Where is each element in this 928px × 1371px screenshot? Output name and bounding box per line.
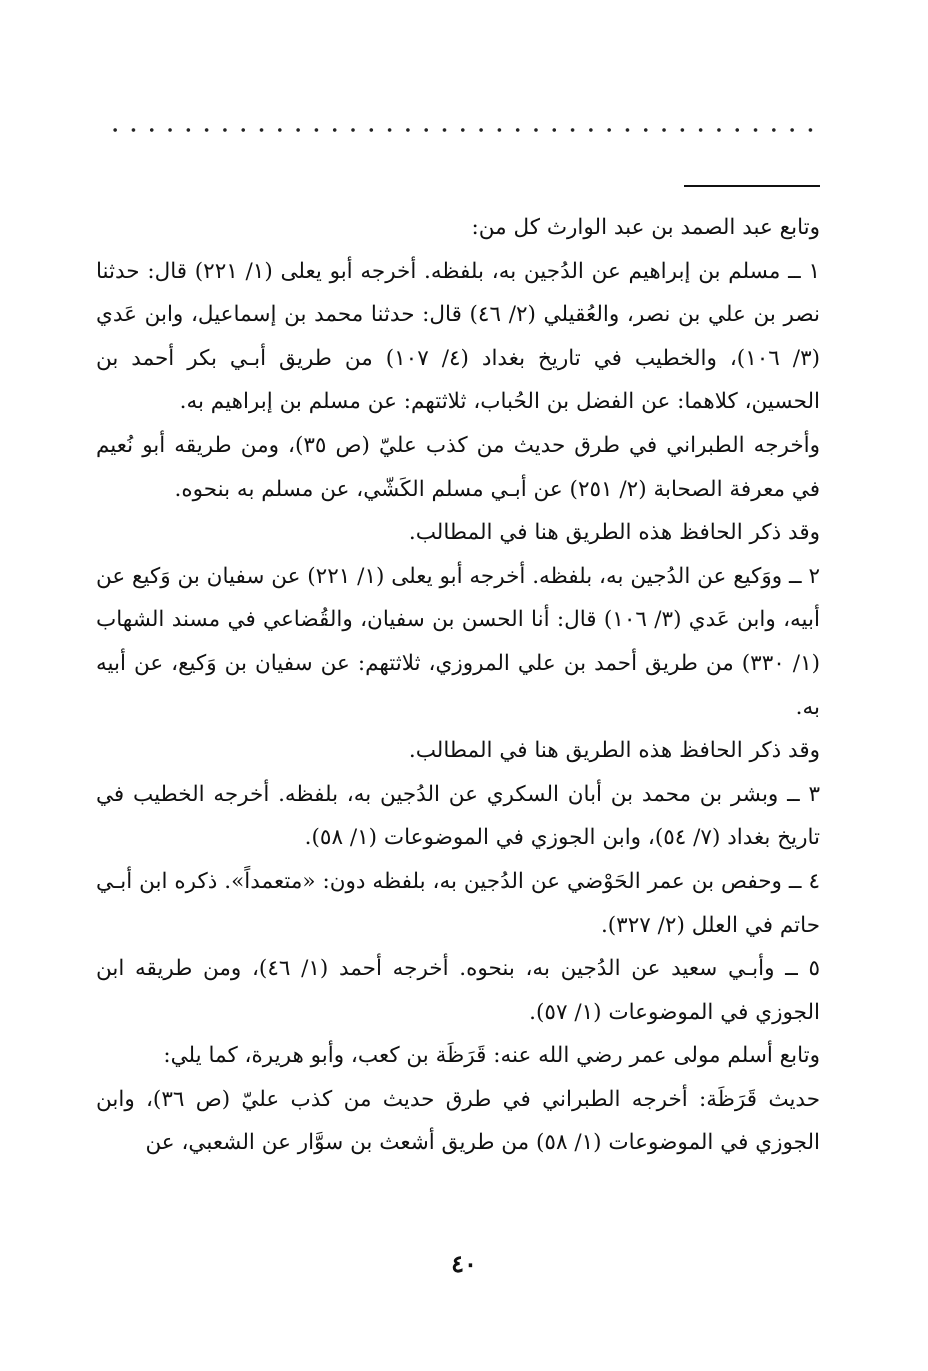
footnote-rule [684, 185, 820, 187]
paragraph: وتابع أسلم مولى عمر رضي الله عنه: قَرَظَة بن كعب، وأبو هريرة، كما يلي: [163, 1043, 820, 1069]
paragraph: وقد ذكر الحافظ هذه الطريق هنا في المطالب. [408, 738, 820, 764]
paragraph: ٢ ــ ووَكيع عن الدُجين به، بلفظه. أخرجه أبو يعلى (١/ ٢٢١) عن سفيان بن وَكيع عن أبيه، وابن عَدي (٣/ ١٠٦) قال: أنا الحسن بن سفيان، والقُضاعي في مسند الشهاب (١/ ٣٣٠) من طريق أحمد بن علي المروزي، ثلاثتهم: عن سفيان بن وَكيع، عن أبيه به. [96, 563, 821, 720]
paragraph: ٣ ــ وبشر بن محمد بن أبان السكري عن الدُجين به، بلفظه. أخرجه الخطيب في تاريخ بغداد (٧/ ٥٤)، وابن الجوزي في الموضوعات (١/ ٥٨). [96, 781, 820, 851]
paragraph: وتابع عبد الصمد بن عبد الوارث كل من: [471, 215, 820, 240]
paragraph: وقد ذكر الحافظ هذه الطريق هنا في المطالب. [408, 520, 820, 546]
body-text [96, 206, 820, 1165]
paragraph: ١ ــ مسلم بن إبراهيم عن الدُجين به، بلفظه. أخرجه أبو يعلى (١/ ٢٢١) قال: حدثنا نصر بن علي بن نصر، والعُقيلي (٢/ ٤٦) قال: حدثنا محمد بن إسماعيل، وابن عَدي (٣/ ١٠٦)، والخطيب في تاريخ بغداد (٤/ ١٠٧) من طريق أبـي بكر أحمد بن الحسين، كلاهما: عن الفضل بن الحُباب، ثلاثتهم: عن مسلم بن إبراهيم به. [96, 258, 821, 415]
paragraph: وأخرجه الطبراني في طرق حديث من كذب عليّ (ص ٣٥)، ومن طريقه أبو نُعيم في معرفة الصحابة (٢/ ٢٥١) عن أبـي مسلم الكَشّي، عن مسلم به بنحوه. [96, 432, 821, 502]
paragraph: حديث قَرَظَة: أخرجه الطبراني في طرق حديث من كذب عليّ (ص ٣٦)، وابن الجوزي في الموضوعات (١/ ٥٨) من طريق أشعث بن سوَّار عن الشعبي، عن [96, 1086, 820, 1156]
paragraph: ٤ ــ وحفص بن عمر الحَوْضي عن الدُجين به، بلفظه دون: «متعمداً». ذكره ابن أبـي حاتم في العلل (٢/ ٣٢٧). [96, 868, 820, 938]
dotted-separator [106, 122, 818, 138]
paragraph: ٥ ــ وأبـي سعيد عن الدُجين به، بنحوه. أخرجه أحمد (١/ ٤٦)، ومن طريقه ابن الجوزي في الموضوعات (١/ ٥٧). [96, 956, 821, 1025]
page-number: ٤٠ [451, 1249, 477, 1278]
